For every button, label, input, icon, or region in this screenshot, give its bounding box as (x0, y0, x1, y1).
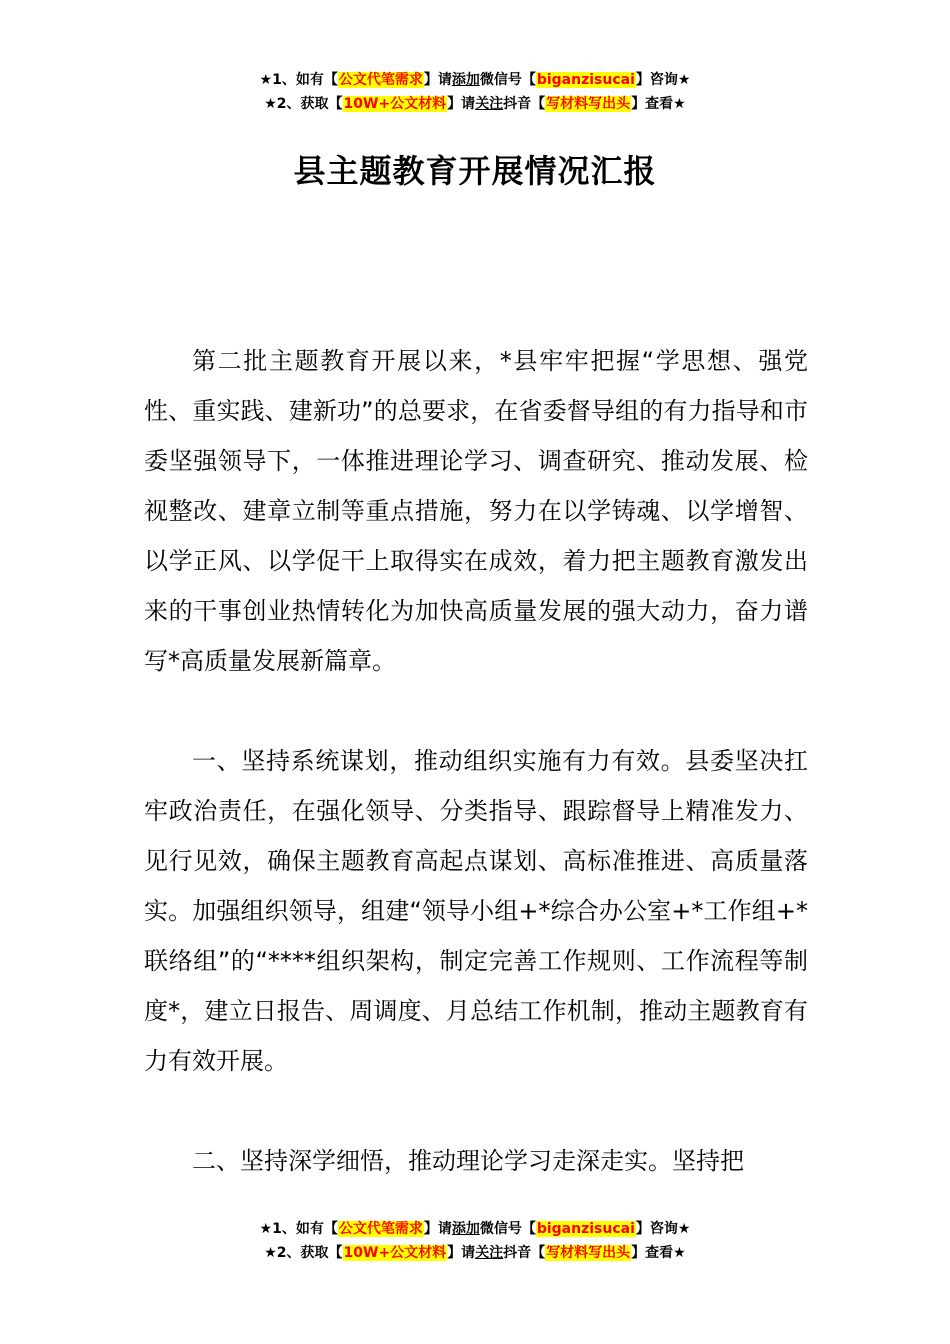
banner-text: ★2、获取【 (264, 96, 343, 112)
highlight-wechat-id: biganzisucai (536, 1221, 635, 1237)
banner-text: 抖音【 (503, 96, 546, 112)
highlight-wechat-id: biganzisucai (536, 72, 635, 88)
highlight-douyin-id: 写材料写出头 (546, 96, 631, 112)
underlined-text: 关注 (475, 1245, 504, 1261)
underlined-text: 关注 (475, 96, 504, 112)
document-title: 县主题教育开展情况汇报 (293, 152, 657, 190)
banner-text: 】请 (447, 1245, 476, 1261)
banner-text: 】请 (423, 72, 452, 88)
highlight-service: 公文代笔需求 (338, 72, 423, 88)
banner-text: ★2、获取【 (264, 1245, 343, 1261)
highlight-douyin-id: 写材料写出头 (546, 1245, 631, 1261)
banner-text: 】请 (423, 1221, 452, 1237)
banner-line-2 (0, 92, 950, 116)
paragraph-section-1: 一、坚持系统谋划，推动组织实施有力有效。县委坚决扛牢政治责任，在强化领导、分类指导、跟踪督导上精准发力、见行见效，确保主题教育高起点谋划、高标准推进、高质量落实。加强组织领导，组建“领导小组+*综合办公室+*工作组+*联络组”的“****组织架构，制定完善工作规则、工作流程等制度*，建立日报告、周调度、月总结工作机制，推动主题教育有力有效开展。 (144, 747, 808, 1075)
banner-line-2 (0, 1241, 950, 1265)
highlight-materials: 10W+公文材料 (343, 1245, 447, 1261)
banner-line-1 (0, 1217, 950, 1241)
document-body (144, 336, 808, 1236)
banner-text: 】请 (447, 96, 476, 112)
banner-text: 】咨询★ (635, 72, 691, 88)
banner-text: 抖音【 (503, 1245, 546, 1261)
paragraph-section-2: 二、坚持深学细悟，推动理论学习走深走实。坚持把 (192, 1147, 744, 1175)
underlined-text: 添加 (451, 72, 480, 88)
banner-line-1 (0, 68, 950, 92)
underlined-text: 添加 (451, 1221, 480, 1237)
banner-text: 】查看★ (631, 1245, 686, 1261)
banner-text: 】咨询★ (635, 1221, 691, 1237)
banner-text: ★1、如有【 (259, 1221, 338, 1237)
highlight-materials: 10W+公文材料 (343, 96, 447, 112)
banner-text: 微信号【 (479, 1221, 536, 1237)
banner-text: 微信号【 (479, 72, 536, 88)
footer-banner (0, 1217, 950, 1265)
banner-text: ★1、如有【 (259, 72, 338, 88)
highlight-service: 公文代笔需求 (338, 1221, 423, 1237)
banner-text: 】查看★ (631, 96, 686, 112)
header-banner (0, 68, 950, 116)
paragraph-intro: 第二批主题教育开展以来，*县牢牢把握“学思想、强党性、重实践、建新功”的总要求，在省委督导组的有力指导和市委坚强领导下，一体推进理论学习、调查研究、推动发展、检视整改、建章立制等重点措施，努力在以学铸魂、以学增智、以学正风、以学促干上取得实在成效，着力把主题教育激发出来的干事创业热情转化为加快高质量发展的强大动力，奋力谱写*高质量发展新篇章。 (144, 347, 808, 675)
